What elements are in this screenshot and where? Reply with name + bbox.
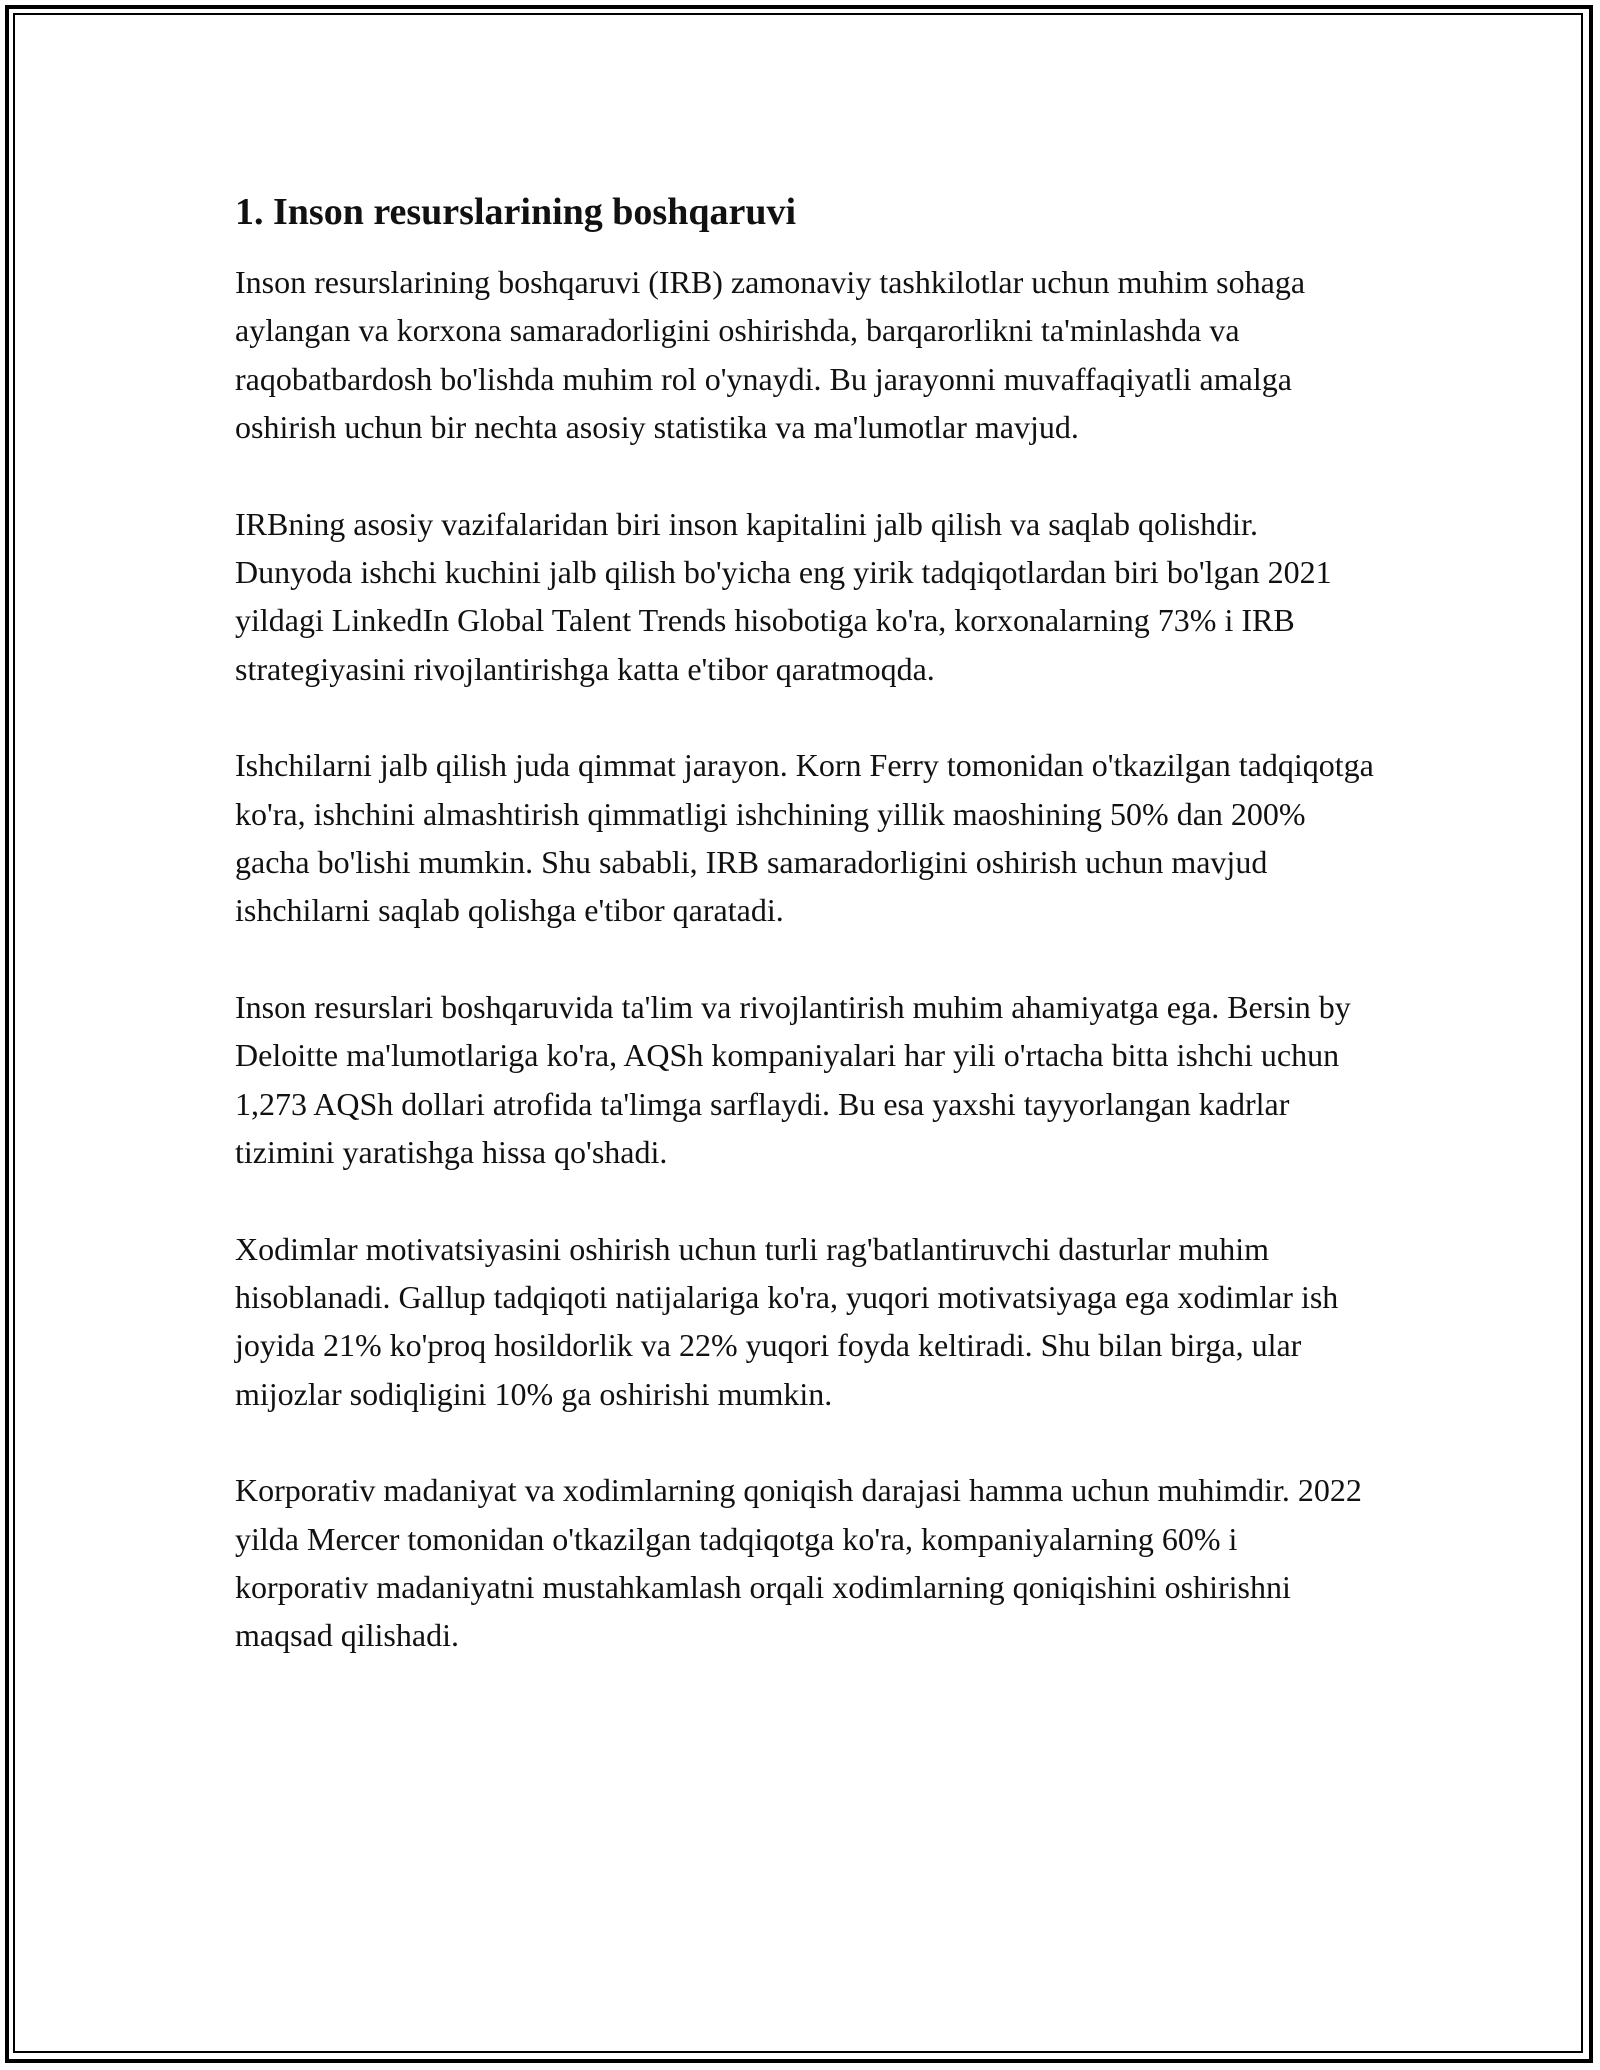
paragraph-intro: Inson resurslarining boshqaruvi (IRB) zamonaviy tashkilotlar uchun muhim sohaga aylangan va korxona samaradorligini oshirishda, barqarorlikni ta'minlashda va raqobatbardosh bo'lishda muhim rol o'ynaydi. Bu jarayonni muvaffaqiyatli amalga oshirish uchun bir nechta asosiy statistika va ma'lumotlar mavjud.	[235, 264, 1306, 446]
paragraph-motivation: Xodimlar motivatsiyasini oshirish uchun turli rag'batlantiruvchi dasturlar muhim hisoblanadi. Gallup tadqiqoti natijalariga ko'ra, yuqori motivatsiyaga ega xodimlar ish joyida 21% ko'proq hosildorlik va 22% yuqori foyda keltiradi. Shu bilan birga, ular mijozlar sodiqligini 10% ga oshirishi mumkin.	[235, 1230, 1339, 1412]
paragraph-talent-attraction: IRBning asosiy vazifalaridan biri inson kapitalini jalb qilish va saqlab qolishdir. Dunyoda ishchi kuchini jalb qilish bo'yicha eng yirik tadqiqotlardan biri bo'lgan 2021 yildagi LinkedIn Global Talent Trends hisobotiga ko'ra, korxonalarning 73% i IRB strategiyasini rivojlantirishga katta e'tibor qaratmoqda.	[235, 505, 1332, 687]
paragraph-corporate-culture: Korporativ madaniyat va xodimlarning qoniqish darajasi hamma uchun muhimdir. 2022 yilda Mercer tomonidan o'tkazilgan tadqiqotga ko'ra, kompaniyalarning 60% i korporativ madaniyatni mustahkamlash orqali xodimlarning qoniqishini oshirishni maqsad qilishadi.	[235, 1472, 1362, 1654]
paragraph-retention-cost: Ishchilarni jalb qilish juda qimmat jarayon. Korn Ferry tomonidan o'tkazilgan tadqiqotga ko'ra, ishchini almashtirish qimmatligi ishchining yillik maoshining 50% dan 200% gacha bo'lishi mumkin. Shu sababli, IRB samaradorligini oshirish uchun mavjud ishchilarni saqlab qolishga e'tibor qaratadi.	[235, 747, 1374, 929]
paragraph-training: Inson resurslari boshqaruvida ta'lim va rivojlantirish muhim ahamiyatga ega. Bersin by Deloitte ma'lumotlariga ko'ra, AQSh kompaniyalari har yili o'rtacha bitta ishchi uchun 1,273 AQSh dollari atrofida ta'limga sarflaydi. Bu esa yaxshi tayyorlangan kadrlar tizimini yaratishga hissa qo'shadi.	[235, 988, 1351, 1171]
section-title: 1. Inson resurslarining boshqaruvi	[235, 191, 797, 233]
document-body	[235, 188, 1375, 1708]
